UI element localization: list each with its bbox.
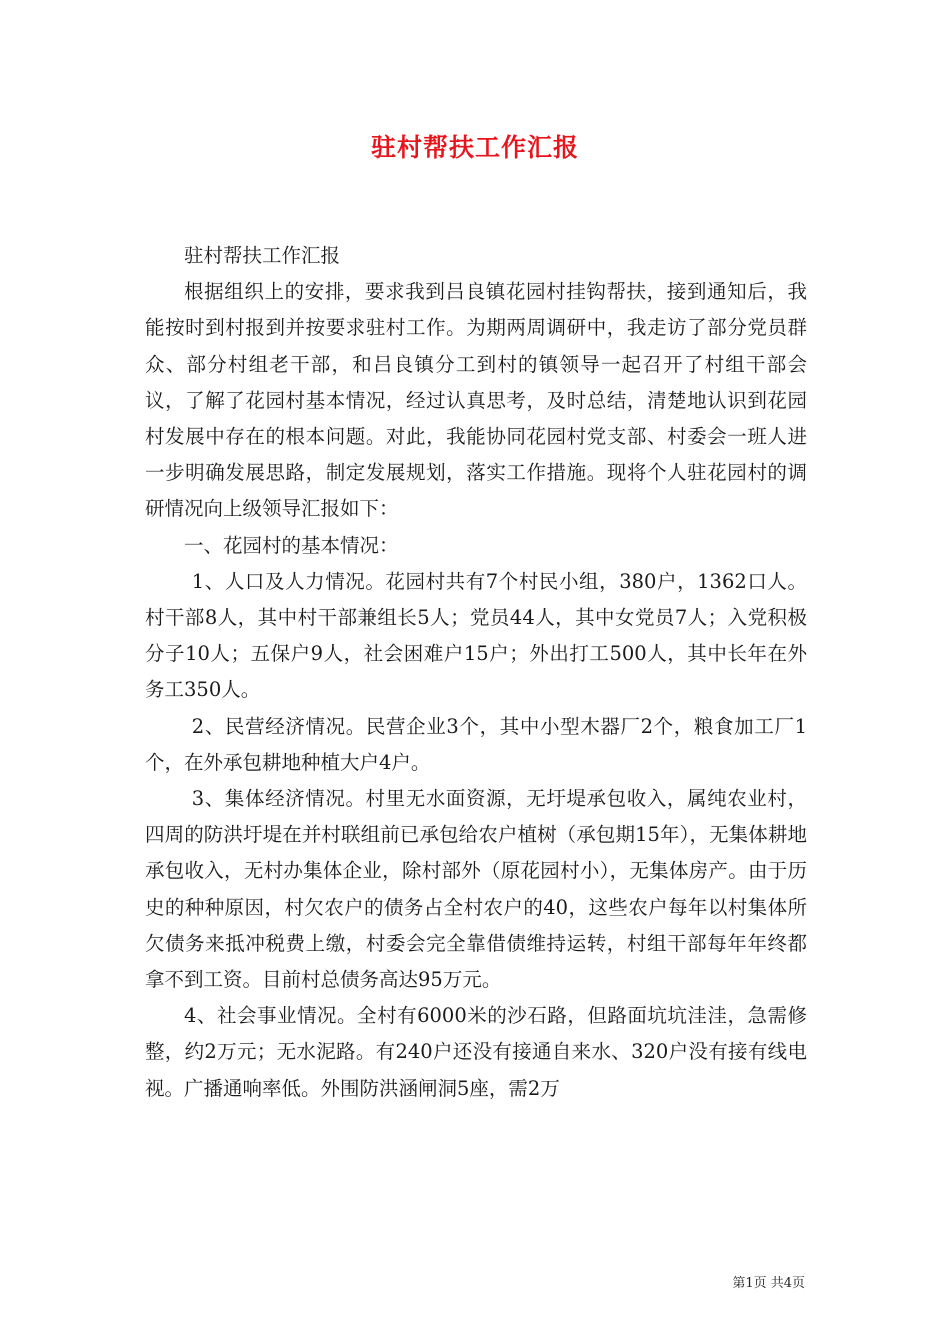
paragraph-social-affairs: 4、社会事业情况。全村有6000米的沙石路，但路面坑坑洼洼，急需修整，约2万元；无水泥路。有240户还没有接通自来水、320户没有接有线电视。广播通响率低。外围防洪涵闸洞5座，需2万 — [145, 1004, 807, 1100]
section-heading: 一、花园村的基本情况： — [184, 533, 399, 557]
paragraph-private-economy: 2、民营经济情况。民营企业3个，其中小型木器厂2个，粮食加工厂1个，在外承包耕地种植大户4户。 — [145, 714, 807, 774]
paragraph-population: 1、人口及人力情况。花园村共有7个村民小组，380户，1362口人。村干部8人，其中村干部兼组长5人；党员44人，其中女党员7人；入党积极分子10人；五保户9人，社会困难户15户；外出打工500人，其中长年在外务工350人。 — [145, 569, 807, 702]
document-body — [145, 238, 807, 1107]
paragraph-collective-economy: 3、集体经济情况。村里无水面资源，无圩堤承包收入，属纯农业村，四周的防洪圩堤在并村联组前已承包给农户植树（承包期15年），无集体耕地承包收入，无村办集体企业，除村部外（原花园村小），无集体房产。由于历史的种种原因，村欠农户的债务占全村农户的40，这些农户每年以村集体所欠债务来抵冲税费上缴，村委会完全靠借债维持运转，村组干部每年年终都拿不到工资。目前村总债务高达95万元。 — [145, 787, 807, 992]
body-heading: 驻村帮扶工作汇报 — [184, 244, 341, 267]
page-number: 第1页 共4页 — [732, 1276, 805, 1291]
document-title: 驻村帮扶工作汇报 — [370, 133, 579, 162]
paragraph-intro: 根据组织上的安排，要求我到吕良镇花园村挂钩帮扶，接到通知后，我能按时到村报到并按要求驻村工作。为期两周调研中，我走访了部分党员群众、部分村组老干部，和吕良镇分工到村的镇领导一起召开了村组干部会议，了解了花园村基本情况，经过认真思考，及时总结，清楚地认识到花园村发展中存在的根本问题。对此，我能协同花园村党支部、村委会一班人进一步明确发展思路，制定发展规划，落实工作措施。现将个人驻花园村的调研情况向上级领导汇报如下： — [145, 280, 807, 521]
